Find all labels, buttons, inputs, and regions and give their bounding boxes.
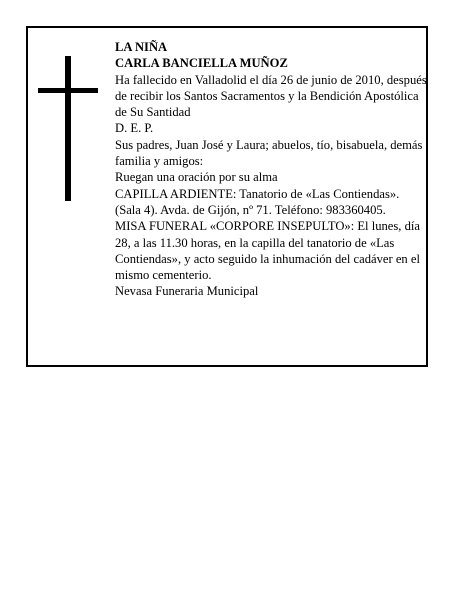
family-mourners: Sus padres, Juan José y Laura; abuelos, tío, bisabuela, demás familia y amigos:: [115, 137, 423, 169]
cross-vertical-bar: [65, 56, 71, 201]
notice-text: [115, 39, 427, 300]
funeral-home-name: Nevasa Funeraria Municipal: [115, 284, 259, 299]
funeral-mass-info: MISA FUNERAL «CORPORE INSEPULTO»: El lunes, día 28, a las 11.30 horas, en la capilla del tanatorio de «Las Contiendas», y acto seguido la inhumación del cadáver en el mismo cementerio.: [115, 219, 420, 283]
death-announcement: Ha fallecido en Valladolid el día 26 de junio de 2010, después de recibir los Santos Sacramentos y la Bendición Apostólica de Su Santidad: [115, 72, 427, 120]
cross-icon: [38, 56, 98, 201]
notice-heading: LA NIÑA: [115, 40, 168, 54]
dep-abbreviation: D. E. P.: [115, 121, 154, 136]
prayer-request: Ruegan una oración por su alma: [115, 170, 278, 185]
cross-horizontal-bar: [38, 88, 98, 93]
deceased-name: CARLA BANCIELLA MUÑOZ: [115, 56, 288, 71]
chapel-info: CAPILLA ARDIENTE: Tanatorio de «Las Contiendas». (Sala 4). Avda. de Gijón, nº 71. Teléfono: 983360405.: [115, 186, 400, 217]
obituary-notice: [26, 26, 428, 367]
